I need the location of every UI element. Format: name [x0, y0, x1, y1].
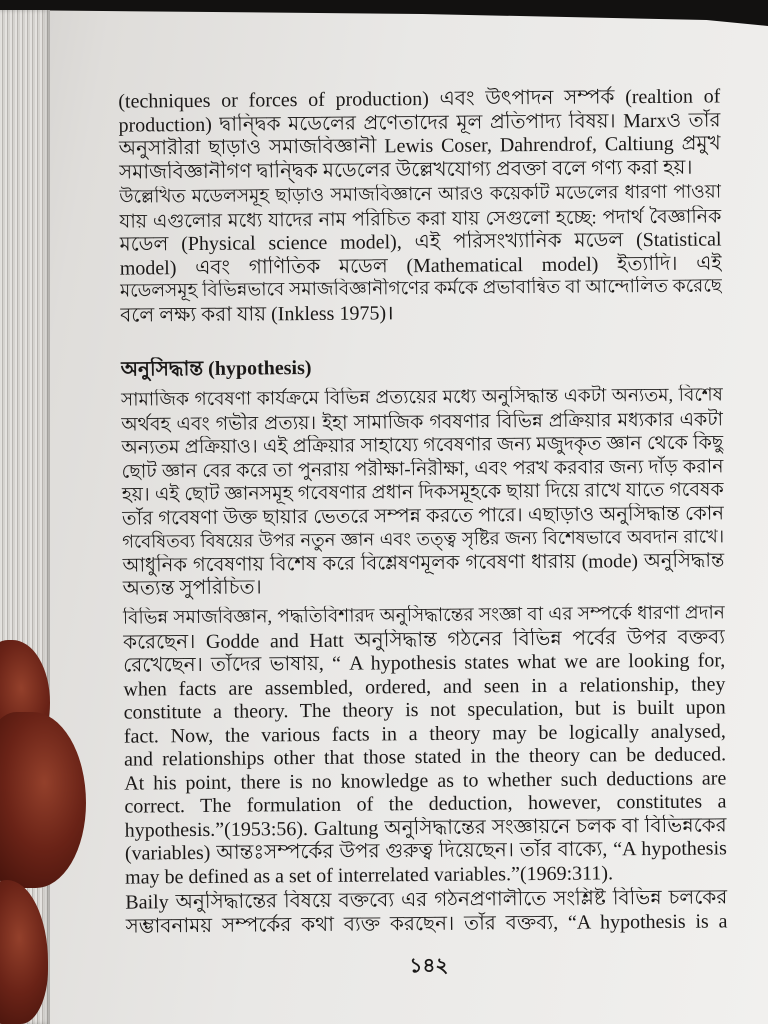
- paragraph: [118, 85, 721, 184]
- paragraph-line: আধুনিক গবেষণায় বিশেষ করে বিশ্লেষণমূলক গবেষণা ধারায় (mode) অনুসিদ্ধান্ত: [122, 549, 725, 577]
- paragraph-line: hypothesis.”(1953:56). Galtung অনুসিদ্ধান্তের সংজ্ঞায়নে চলক বা বিভিন্নকের: [124, 813, 727, 842]
- paragraph-line: Baily অনুসিদ্ধান্তের বিষয়ে বক্তব্যে এর গঠনপ্রণালীতে সংশ্লিষ্ট বিভিন্ন চলকের: [125, 886, 728, 914]
- paragraph: [119, 181, 722, 327]
- paragraph: [121, 384, 725, 601]
- paragraph-line: and relationships other that those stated in the theory can be deduced.: [123, 743, 727, 771]
- paragraph-line: (variables) আন্তঃসম্পর্কের উপর গুরুত্ব দিয়েছেন। তাঁর বাক্যে, “A hypothesis: [124, 837, 727, 865]
- paragraph-line: সম্ভাবনাময় সম্পর্কের কথা ব্যক্ত করছেন। তাঁর বক্তব্য, “A hypothesis is a: [125, 909, 728, 938]
- paragraph-line: At his point, there is no knowledge as to whether such deductions are: [124, 766, 727, 795]
- paragraph-line: (techniques or forces of production) এবং উৎপাদন সম্পর্ক (realtion of: [118, 85, 721, 113]
- page-text: [117, 0, 728, 1003]
- paragraph-line: constitute a theory. The theory is not speculation, but is built upon: [123, 696, 726, 724]
- paragraph-line: fact. Now, the various facts in a theory may be logically analysed,: [123, 719, 726, 748]
- paragraph-line: may be defined as a set of interrelated variables.”(1969:311).: [125, 861, 614, 889]
- paragraph-line: সমাজবিজ্ঞানীগণ দ্বান্দ্বিক মডেলের উল্লেখযোগ্য প্রবক্তা বলে গণ্য করা হয়।: [118, 156, 693, 184]
- paragraph-line: সামাজিক গবেষণা কার্যক্রমে বিভিন্ন প্রত্যয়ের মধ্যে অনুসিদ্ধান্ত একটা অন্যতম, বিশেষ: [120, 385, 724, 411]
- paragraph-line: তাঁর গবেষণা উক্ত ছায়ার ভেতরে সম্পন্ন করতে পারে। এছাড়াও অনুসিদ্ধান্ত কোন: [121, 502, 725, 530]
- paragraph-line: উল্লেখিত মডেলসমূহ ছাড়াও সমাজবিজ্ঞানে আরও কয়েকটি মডেলের ধারণা পাওয়া: [119, 182, 722, 208]
- paragraph-line: রেখেছেন। তাঁদের ভাষায়, “ A hypothesis states what we are looking for,: [123, 649, 726, 677]
- paragraph-line: অন্যতম প্রক্রিয়াও। এই প্রক্রিয়ার সাহায্যে গবেষণার জন্য মজুদকৃত জ্ঞান থেকে কিছু: [121, 432, 724, 459]
- paragraph-line: অনুসারীরা ছাড়াও সমাজবিজ্ঞানী Lewis Coser, Dahrendrof, Caltiung প্রমুখ: [118, 132, 721, 160]
- paragraph-line: করেছেন। Godde and Hatt অনুসিদ্ধান্ত গঠনের বিভিন্ন পর্বের উপর বক্তব্য: [122, 625, 726, 654]
- paragraph-line: অর্থবহ এবং গভীর প্রত্যয়। ইহা সামাজিক গবষণার বিভিন্ন প্রক্রিয়ার মধ্যকার একটা: [121, 408, 724, 436]
- paragraph-line: production) দ্বান্দ্বিক মডেলের প্রণেতাদের মূল প্রতিপাদ্য বিষয়। Marxও তাঁর: [118, 108, 721, 137]
- section-heading: অনুসিদ্ধান্ত (hypothesis): [120, 356, 312, 381]
- paragraph-line: গবেষিতব্য বিষয়ের উপর নতুন জ্ঞান এবং তত্ত্ব সৃষ্টির জন্য বিশেষভাবে অবদান রাখে।: [122, 526, 725, 552]
- paragraph-line: মডেল (Physical science model), এই পরিসংখ্যানিক মডেল (Statistical: [119, 228, 722, 256]
- paragraph-line: যায় এগুলোর মধ্যে যাদের নাম পরিচিত করা যায় সেগুলো হচ্ছে: পদার্থ বৈজ্ঞানিক: [119, 205, 722, 233]
- paragraph-line: অত্যন্ত সুপরিচিত।: [122, 576, 262, 600]
- page-number: ১৪২: [409, 954, 449, 978]
- paragraph-line: when facts are assembled, ordered, and seen in a relationship, they: [123, 672, 726, 701]
- paragraph-line: বলে লক্ষ্য করা যায় (Inkless 1975)।: [120, 301, 394, 327]
- paragraph: [123, 602, 727, 889]
- paragraph-line: হয়। এই ছোট জ্ঞানসমূহ গবেষণার প্রধান দিকসমূহকে ছায়া দিয়ে রাখে যাতে গবেষক: [121, 479, 724, 506]
- paragraph-line: মডেলসমূহ বিভিন্নভাবে সমাজবিজ্ঞানীগণের কর্মকে প্রভাবান্বিত বা আন্দোলিত করেছে: [119, 276, 723, 302]
- paragraph: [125, 886, 727, 938]
- paragraph-line: বিভিন্ন সমাজবিজ্ঞান, পদ্ধতিবিশারদ অনুসিদ্ধান্তের সংজ্ঞা বা এর সম্পর্কে ধারণা প্রদান: [122, 603, 725, 629]
- paragraph-line: model) এবং গাণিতিক মডেল (Mathematical model) ইত্যাদি। এই: [119, 251, 722, 280]
- paragraph-line: ছোট জ্ঞান বের করে তা পুনরায় পরীক্ষা-নিরীক্ষা, এবং পরখ করবার জন্য দাঁড় করান: [121, 455, 724, 483]
- paragraph-line: correct. The formulation of the deduction, however, constitutes a: [124, 790, 727, 818]
